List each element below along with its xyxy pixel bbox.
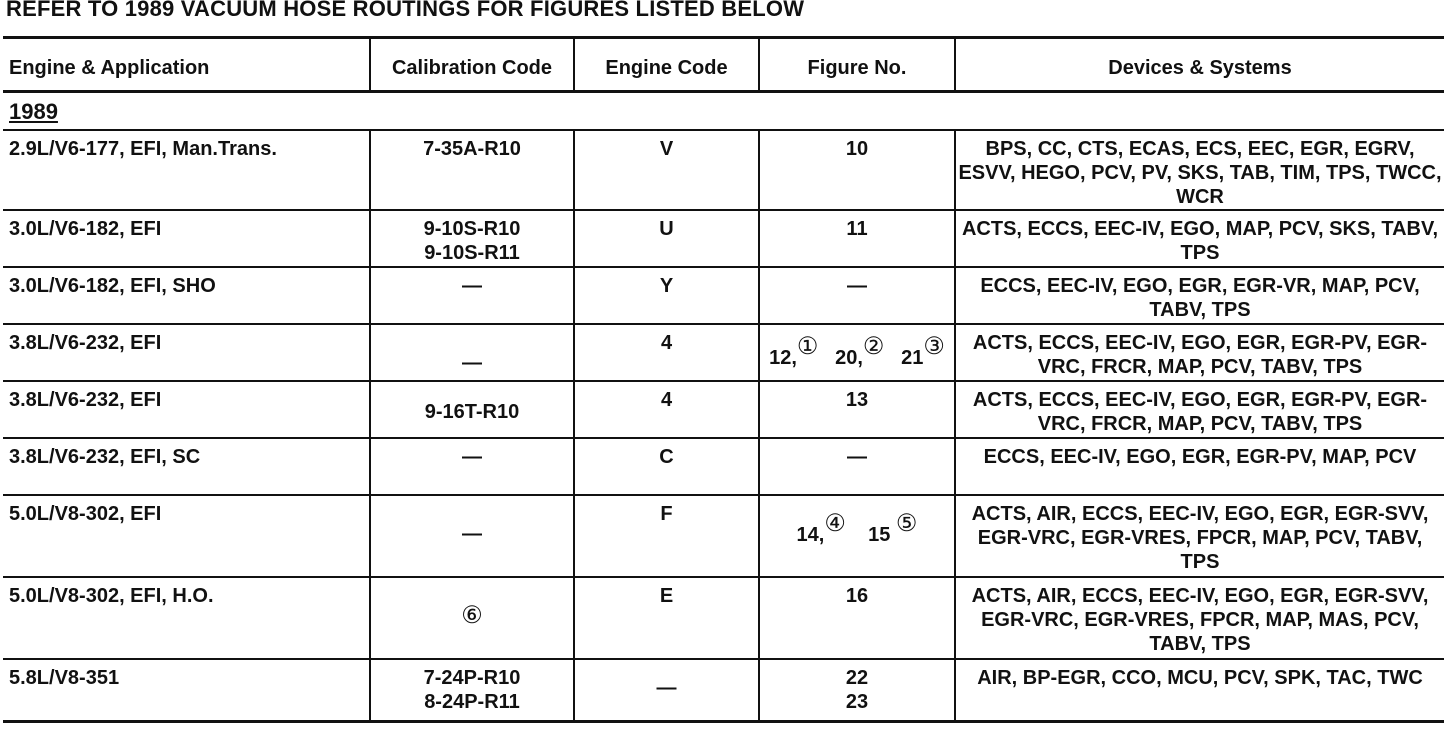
calibration-code: 9-10S-R11 xyxy=(424,242,520,264)
figure-no-cell: 16 xyxy=(759,577,955,659)
table-row xyxy=(3,381,1444,438)
year-label: 1989 xyxy=(9,99,58,124)
footnote-marker: ③ xyxy=(923,333,945,360)
table-row xyxy=(3,210,1444,267)
devices-systems-cell: ACTS, AIR, ECCS, EEC-IV, EGO, EGR, EGR-SVV, EGR-VRC, EGR-VRES, FPCR, MAP, PCV, TABV, TPS xyxy=(955,495,1444,577)
table-row xyxy=(3,438,1444,495)
footnote-marker: ⑤ xyxy=(895,510,918,537)
figure-number: 20, xyxy=(835,347,863,369)
engine-application-cell: 5.8L/V8-351 xyxy=(3,659,370,721)
engine-code-cell: U xyxy=(574,210,759,267)
devices-systems-cell: ACTS, ECCS, EEC-IV, EGO, EGR, EGR-PV, EGR-VRC, FRCR, MAP, PCV, TABV, TPS xyxy=(955,381,1444,438)
table-row xyxy=(3,267,1444,324)
header-figure-no: Figure No. xyxy=(759,38,955,92)
calibration-code-cell xyxy=(370,324,574,381)
devices-systems-cell: ACTS, ECCS, EEC-IV, EGO, EGR, EGR-PV, EGR-VRC, FRCR, MAP, PCV, TABV, TPS xyxy=(955,324,1444,381)
header-engine-code: Engine Code xyxy=(574,38,759,92)
figure-number: 22 xyxy=(845,667,869,689)
figure-number: 21 xyxy=(901,347,924,369)
engine-code: — xyxy=(656,677,677,699)
table-row xyxy=(3,324,1444,381)
engine-code-cell xyxy=(574,659,759,721)
header-engine-application: Engine & Application xyxy=(3,38,370,92)
engine-application-cell: 3.0L/V6-182, EFI, SHO xyxy=(3,267,370,324)
devices-systems-cell: ECCS, EEC-IV, EGO, EGR, EGR-VR, MAP, PCV, TABV, TPS xyxy=(955,267,1444,324)
table-row xyxy=(3,130,1444,210)
devices-systems-cell: AIR, BP-EGR, CCO, MCU, PCV, SPK, TAC, TWC xyxy=(955,659,1444,721)
figure-no-cell: 13 xyxy=(759,381,955,438)
header-row xyxy=(3,38,1444,92)
figure-no-cell: 10 xyxy=(759,130,955,210)
figure-number: 15 xyxy=(868,524,891,546)
footnote-marker: ⑥ xyxy=(461,602,483,629)
engine-application-cell: 3.8L/V6-232, EFI xyxy=(3,324,370,381)
page-heading: REFER TO 1989 VACUUM HOSE ROUTINGS FOR FIGURES LISTED BELOW xyxy=(6,0,805,21)
footnote-marker: ④ xyxy=(824,510,846,537)
table-row xyxy=(3,577,1444,659)
devices-systems-cell: ECCS, EEC-IV, EGO, EGR, EGR-PV, MAP, PCV xyxy=(955,438,1444,495)
calibration-code-cell xyxy=(370,659,574,721)
engine-application-cell: 5.0L/V8-302, EFI xyxy=(3,495,370,577)
calibration-code: — xyxy=(462,523,482,545)
engine-code-cell: Y xyxy=(574,267,759,324)
devices-systems-cell: BPS, CC, CTS, ECAS, ECS, EEC, EGR, EGRV, ESVV, HEGO, PCV, PV, SKS, TAB, TIM, TPS, TWCC, WCR xyxy=(955,130,1444,210)
year-row xyxy=(3,92,1444,131)
figure-number: 14, xyxy=(796,524,825,546)
figure-no-cell xyxy=(759,324,955,381)
calibration-code-cell: — xyxy=(370,438,574,495)
engine-code-cell: V xyxy=(574,130,759,210)
footnote-marker: ① xyxy=(796,333,819,360)
header-devices-systems: Devices & Systems xyxy=(955,38,1444,92)
engine-code-cell: E xyxy=(574,577,759,659)
vacuum-routing-table xyxy=(3,36,1444,723)
table-row xyxy=(3,659,1444,721)
figure-number: 12, xyxy=(769,347,797,369)
figure-number: 23 xyxy=(845,691,869,713)
engine-code-cell: 4 xyxy=(574,381,759,438)
engine-application-cell: 3.0L/V6-182, EFI xyxy=(3,210,370,267)
devices-systems-cell: ACTS, ECCS, EEC-IV, EGO, MAP, PCV, SKS, TABV, TPS xyxy=(955,210,1444,267)
figure-no-cell: — xyxy=(759,267,955,324)
engine-code-cell: C xyxy=(574,438,759,495)
calibration-code: 9-10S-R10 xyxy=(423,218,521,240)
figure-no-cell: 11 xyxy=(759,210,955,267)
engine-application-cell: 2.9L/V6-177, EFI, Man.Trans. xyxy=(3,130,370,210)
calibration-code: — xyxy=(462,352,482,374)
calibration-code-cell: 7-35A-R10 xyxy=(370,130,574,210)
header-calibration-code: Calibration Code xyxy=(370,38,574,92)
calibration-code: 7-24P-R10 xyxy=(423,667,521,689)
devices-systems-cell: ACTS, AIR, ECCS, EEC-IV, EGO, EGR, EGR-SVV, EGR-VRC, EGR-VRES, FPCR, MAP, MAS, PCV, TABV, TPS xyxy=(955,577,1444,659)
calibration-code: 9-16T-R10 xyxy=(424,401,520,423)
calibration-code-cell xyxy=(370,495,574,577)
table-row xyxy=(3,495,1444,577)
engine-code-cell: 4 xyxy=(574,324,759,381)
figure-no-cell xyxy=(759,659,955,721)
calibration-code-cell: — xyxy=(370,267,574,324)
figure-no-cell: — xyxy=(759,438,955,495)
engine-application-cell: 3.8L/V6-232, EFI xyxy=(3,381,370,438)
figure-no-cell xyxy=(759,495,955,577)
calibration-code-cell xyxy=(370,381,574,438)
calibration-code: 8-24P-R11 xyxy=(424,691,520,713)
engine-application-cell: 5.0L/V8-302, EFI, H.O. xyxy=(3,577,370,659)
calibration-code-cell xyxy=(370,577,574,659)
calibration-code-cell xyxy=(370,210,574,267)
engine-application-cell: 3.8L/V6-232, EFI, SC xyxy=(3,438,370,495)
engine-code-cell: F xyxy=(574,495,759,577)
footnote-marker: ② xyxy=(862,333,885,360)
